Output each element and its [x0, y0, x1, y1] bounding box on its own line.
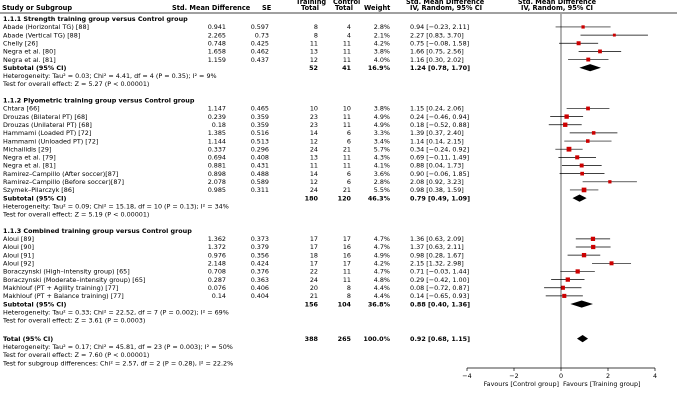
study-2-4-square	[576, 269, 580, 273]
study-2-6-square	[561, 286, 565, 290]
header-group1: Training	[296, 0, 327, 6]
subtotal-weight: 36.8%	[367, 300, 390, 309]
study-n2: 11	[342, 39, 351, 48]
subtotal-label: Subtotal (95% CI)	[3, 194, 67, 203]
study-2-1-square	[591, 245, 595, 249]
study-name: Hammami (Loaded PT) [72]	[3, 129, 92, 138]
study-smd: 1.159	[207, 55, 226, 64]
study-name: Chtara [66]	[3, 104, 40, 113]
total-diamond	[577, 335, 588, 342]
study-name: Aloui [92]	[3, 259, 35, 268]
study-ci: 0.75 [−0.08, 1.58]	[410, 39, 470, 48]
subtotal-label: Subtotal (95% CI)	[3, 300, 67, 309]
x-tick-label: 2	[605, 372, 611, 380]
study-smd: 1.658	[207, 47, 226, 56]
study-smd: 0.976	[207, 251, 226, 260]
header-ci-method: IV, Random, 95% CI	[410, 4, 483, 12]
study-n1: 13	[309, 153, 318, 162]
study-n2: 16	[342, 251, 351, 260]
study-ci: 2.08 [0.92, 3.23]	[410, 178, 464, 186]
study-0-1-square	[613, 34, 616, 37]
study-ci: 0.18 [−0.52, 0.88]	[410, 120, 470, 129]
study-1-5-square	[567, 147, 572, 152]
header-total2: Total	[335, 4, 354, 12]
study-smd: 1.147	[207, 104, 226, 113]
study-smd: 0.708	[207, 267, 226, 276]
study-weight: 4.7%	[373, 243, 390, 252]
study-se: 0.589	[250, 178, 269, 186]
study-weight: 5.5%	[373, 186, 390, 195]
study-n2: 10	[342, 104, 351, 113]
header-plot-title: Std. Mean Difference	[517, 0, 597, 6]
study-smd: 0.18	[211, 120, 226, 129]
study-name: Negra et al. [81]	[3, 161, 56, 170]
subtotal-ci: 0.88 [0.40, 1.36]	[410, 300, 471, 309]
study-n1: 24	[309, 275, 318, 284]
subgroup-overall-test: Test for overall effect: Z = 3.61 (P = 0.0003)	[3, 316, 146, 325]
study-se: 0.462	[250, 47, 269, 56]
study-1-9-square	[608, 180, 611, 183]
study-se: 0.73	[254, 31, 269, 40]
study-ci: 1.39 [0.37, 2.40]	[410, 129, 464, 138]
study-se: 0.425	[250, 39, 269, 48]
total-n2: 265	[337, 334, 351, 343]
x-tick-label: 0	[558, 372, 564, 380]
subtotal-n2: 41	[342, 63, 351, 72]
study-name: Michailidis [29]	[3, 145, 52, 154]
study-ci: 0.88 [0.04, 1.73]	[410, 161, 464, 170]
study-se: 0.408	[250, 153, 269, 162]
study-ci: 1.15 [0.24, 2.06]	[410, 104, 464, 113]
study-n1: 21	[309, 292, 318, 301]
study-weight: 4.3%	[373, 153, 390, 162]
subtotal-diamond-0	[579, 64, 601, 71]
subtotal-n2: 120	[337, 194, 351, 203]
study-weight: 4.9%	[373, 120, 390, 129]
study-n1: 24	[309, 145, 318, 154]
study-weight: 2.8%	[373, 23, 390, 32]
total-overall-test: Test for overall effect: Z = 7.60 (P < 0.00001)	[3, 351, 150, 360]
study-n2: 11	[342, 55, 351, 64]
study-se: 0.373	[250, 235, 269, 244]
study-weight: 2.8%	[373, 178, 390, 186]
study-weight: 4.9%	[373, 251, 390, 260]
subtotal-diamond-2	[570, 300, 593, 307]
study-1-10-square	[582, 188, 587, 193]
study-se: 0.516	[250, 129, 269, 138]
header-smd: Std. Mean Difference	[172, 4, 251, 12]
study-name: Negra et al. [80]	[3, 47, 56, 56]
study-name: Abade (Vertical TG) [88]	[3, 31, 81, 40]
study-weight: 5.7%	[373, 145, 390, 154]
study-n1: 10	[309, 104, 318, 113]
study-2-2-square	[582, 253, 586, 257]
study-ci: 1.16 [0.30, 2.02]	[410, 55, 464, 64]
study-smd: 0.898	[207, 169, 226, 178]
x-tick-label: −4	[462, 372, 472, 380]
subtotal-weight: 16.9%	[367, 63, 390, 72]
total-weight: 100.0%	[363, 334, 390, 343]
study-weight: 4.4%	[373, 292, 390, 301]
study-0-0-square	[581, 25, 584, 28]
study-weight: 4.8%	[373, 275, 390, 284]
study-n2: 8	[346, 292, 351, 301]
study-name: Hammami (Unloaded PT) [72]	[3, 137, 99, 146]
study-smd: 1.372	[207, 243, 226, 252]
study-weight: 4.7%	[373, 267, 390, 276]
study-smd: 0.694	[207, 153, 226, 162]
study-smd: 1.144	[207, 137, 226, 146]
subgroup-title: 1.1.1 Strength training group versus Control group	[3, 15, 188, 23]
study-n1: 23	[309, 112, 318, 121]
study-n2: 21	[342, 145, 351, 154]
study-ci: 0.98 [0.28, 1.67]	[410, 251, 464, 260]
study-name: Makhlouf (PT + Agility training) [77]	[3, 283, 119, 292]
study-smd: 0.337	[207, 145, 226, 154]
study-weight: 4.9%	[373, 112, 390, 121]
subgroup-heterogeneity: Heterogeneity: Tau² = 0.09; Chi² = 15.18, df = 10 (P = 0.13); I² = 34%	[3, 202, 229, 211]
study-n2: 17	[342, 259, 351, 268]
study-ci: 0.24 [−0.46, 0.94]	[410, 112, 470, 121]
study-2-3-square	[610, 261, 614, 265]
study-name: Boraczynski (Moderate–intensity group) [65]	[3, 275, 146, 284]
rows	[2, 15, 470, 367]
favours-left-label: Favours [Control group]	[483, 380, 559, 388]
total-heterogeneity: Heterogeneity: Tau² = 0.17; Chi² = 45.81, df = 23 (P = 0.003); I² = 50%	[3, 343, 233, 351]
study-ci: 0.71 [−0.03, 1.44]	[410, 267, 470, 276]
subtotal-label: Subtotal (95% CI)	[3, 63, 67, 72]
study-se: 0.311	[250, 186, 269, 195]
study-n2: 8	[346, 283, 351, 292]
subtotal-n1: 52	[309, 63, 318, 72]
total-n1: 388	[304, 334, 318, 343]
study-n1: 8	[313, 23, 318, 32]
study-n1: 14	[309, 129, 318, 138]
study-ci: 0.29 [−0.42, 1.00]	[410, 275, 470, 284]
study-weight: 4.7%	[373, 235, 390, 244]
favours-right-label: Favours [Training group]	[563, 380, 641, 388]
study-ci: 0.08 [−0.72, 0.87]	[410, 283, 470, 292]
study-se: 0.465	[250, 104, 269, 113]
study-n2: 4	[346, 23, 351, 32]
subgroup-heterogeneity: Heterogeneity: Tau² = 0.33; Chi² = 22.52, df = 7 (P = 0.002); I² = 69%	[3, 308, 229, 317]
total-label: Total (95% CI)	[3, 334, 54, 343]
study-weight: 3.8%	[373, 47, 390, 56]
study-2-0-square	[591, 237, 595, 241]
study-se: 0.363	[250, 275, 269, 284]
study-name: Szymek–Pilarczyk [86]	[3, 186, 75, 195]
study-name: Negra et al. [81]	[3, 55, 56, 64]
study-smd: 0.748	[207, 39, 226, 48]
study-smd: 0.287	[207, 275, 226, 284]
study-se: 0.376	[250, 267, 269, 276]
subtotal-n1: 156	[304, 300, 318, 309]
study-ci: 1.37 [0.63, 2.11]	[410, 243, 464, 252]
total-ci: 0.92 [0.68, 1.15]	[410, 334, 471, 343]
study-name: Boraczynski (High–intensity group) [65]	[3, 267, 130, 276]
subgroup-overall-test: Test for overall effect: Z = 5.27 (P < 0.00001)	[3, 80, 150, 89]
study-n1: 8	[313, 31, 318, 40]
study-1-6-square	[575, 155, 579, 159]
study-ci: 1.36 [0.63, 2.09]	[410, 235, 464, 244]
study-0-3-square	[598, 50, 602, 54]
study-name: Chelly [26]	[3, 39, 38, 48]
study-n1: 13	[309, 47, 318, 56]
subtotal-ci: 0.79 [0.49, 1.09]	[410, 194, 471, 203]
study-n1: 23	[309, 120, 318, 129]
study-ci: 1.66 [0.75, 2.56]	[410, 47, 464, 56]
study-name: Aloui [89]	[3, 235, 35, 244]
study-se: 0.359	[250, 112, 269, 121]
study-ci: 0.14 [−0.65, 0.93]	[410, 292, 470, 301]
study-name: Negra et al. [79]	[3, 153, 56, 162]
study-n1: 12	[309, 137, 318, 146]
study-1-2-square	[563, 123, 567, 127]
study-n2: 11	[342, 153, 351, 162]
study-name: Abade (Horizontal TG) [88]	[3, 23, 90, 32]
study-smd: 2.265	[207, 31, 226, 40]
study-name: Drouzas (Unilateral PT) [68]	[3, 120, 92, 129]
study-weight: 3.8%	[373, 104, 390, 113]
study-se: 0.296	[250, 145, 269, 154]
study-n2: 11	[342, 161, 351, 170]
study-1-0-square	[586, 107, 590, 111]
plot-area	[544, 14, 648, 368]
study-1-7-square	[580, 164, 584, 168]
study-n1: 11	[309, 39, 318, 48]
study-ci: 0.94 [−0.23, 2.11]	[410, 23, 470, 32]
study-0-4-square	[586, 58, 590, 62]
study-name: Aloui [90]	[3, 243, 35, 252]
study-se: 0.404	[250, 292, 269, 301]
study-1-3-square	[592, 131, 596, 135]
study-n2: 17	[342, 235, 351, 244]
subtotal-ci: 1.24 [0.78, 1.70]	[410, 63, 471, 72]
study-n2: 6	[346, 137, 351, 146]
study-name: Ramirez–Campillo (After soccer)[87]	[3, 169, 119, 178]
study-n2: 11	[342, 120, 351, 129]
study-weight: 4.2%	[373, 259, 390, 268]
x-tick-label: 4	[652, 372, 658, 380]
study-0-2-square	[577, 41, 581, 45]
study-2-5-square	[566, 277, 570, 281]
subtotal-n2: 104	[337, 300, 351, 309]
subgroup-title: 1.1.3 Combined training group versus Control group	[3, 226, 192, 235]
study-2-7-square	[562, 294, 566, 298]
study-weight: 4.2%	[373, 39, 390, 48]
study-se: 0.488	[250, 169, 269, 178]
study-n1: 17	[309, 259, 318, 268]
subtotal-n1: 180	[304, 194, 318, 203]
header-ci-title: Std. Mean Difference	[406, 0, 485, 6]
study-n1: 22	[309, 267, 318, 276]
study-smd: 1.362	[207, 235, 226, 244]
study-n1: 17	[309, 243, 318, 252]
study-n1: 24	[309, 186, 318, 195]
study-ci: 0.98 [0.38, 1.59]	[410, 186, 464, 195]
study-n2: 6	[346, 129, 351, 138]
header-plot-method: IV, Random, 95% CI	[520, 4, 594, 12]
study-se: 0.424	[250, 259, 269, 268]
study-weight: 3.4%	[373, 137, 390, 146]
study-1-8-square	[580, 172, 584, 176]
study-weight: 4.0%	[373, 55, 390, 64]
study-ci: 0.69 [−0.11, 1.49]	[410, 153, 470, 162]
study-se: 0.356	[250, 251, 269, 260]
study-smd: 2.148	[207, 259, 226, 268]
subtotal-diamond-1	[573, 195, 587, 202]
study-weight: 4.4%	[373, 283, 390, 292]
header-group2: Control	[333, 0, 361, 6]
study-name: Drouzas (Bilateral PT) [68]	[3, 112, 88, 121]
study-name: Makhlouf (PT + Balance training) [77]	[3, 292, 124, 301]
study-se: 0.513	[250, 137, 269, 146]
header	[2, 0, 597, 12]
study-n1: 18	[309, 251, 318, 260]
study-smd: 0.076	[207, 283, 226, 292]
study-se: 0.431	[250, 161, 269, 170]
study-smd: 0.985	[207, 186, 226, 195]
study-se: 0.406	[250, 283, 269, 292]
x-axis	[462, 368, 657, 388]
study-n1: 17	[309, 235, 318, 244]
study-ci: 2.15 [1.32, 2.98]	[410, 259, 464, 268]
study-smd: 0.881	[207, 161, 226, 170]
study-n2: 11	[342, 47, 351, 56]
study-smd: 1.385	[207, 129, 226, 138]
study-n1: 12	[309, 178, 318, 186]
study-se: 0.597	[250, 23, 269, 32]
study-se: 0.359	[250, 120, 269, 129]
study-n2: 16	[342, 243, 351, 252]
header-weight: Weight	[364, 4, 391, 12]
study-n2: 11	[342, 112, 351, 121]
study-ci: 0.34 [−0.24, 0.92]	[410, 145, 470, 154]
study-ci: 1.14 [0.14, 2.15]	[410, 137, 464, 146]
study-n1: 12	[309, 55, 318, 64]
study-weight: 3.3%	[373, 129, 390, 138]
study-n1: 11	[309, 161, 318, 170]
study-n2: 11	[342, 275, 351, 284]
study-se: 0.379	[250, 243, 269, 252]
header-study: Study or Subgroup	[2, 4, 73, 12]
subtotal-weight: 46.3%	[367, 194, 390, 203]
header-total1: Total	[301, 4, 320, 12]
study-n2: 21	[342, 186, 351, 195]
study-smd: 0.941	[207, 23, 226, 32]
x-tick-label: −2	[509, 372, 519, 380]
study-n2: 4	[346, 31, 351, 40]
study-n1: 20	[309, 283, 318, 292]
study-n1: 14	[309, 169, 318, 178]
study-n2: 6	[346, 178, 351, 186]
study-ci: 0.90 [−0.06, 1.85]	[410, 169, 470, 178]
study-weight: 4.1%	[373, 161, 390, 170]
study-1-4-square	[586, 139, 590, 143]
study-name: Ramirez–Campillo (Before soccer)[87]	[3, 178, 124, 186]
study-1-1-square	[564, 114, 568, 118]
study-n2: 11	[342, 267, 351, 276]
subgroup-heterogeneity: Heterogeneity: Tau² = 0.03; Chi² = 4.41, df = 4 (P = 0.35); I² = 9%	[3, 72, 217, 81]
study-smd: 2.078	[207, 178, 226, 186]
study-smd: 0.239	[207, 112, 226, 121]
study-ci: 2.27 [0.83, 3.70]	[410, 31, 464, 40]
subgroup-title: 1.1.2 Plyometric training group versus Control group	[3, 96, 195, 105]
study-weight: 2.1%	[373, 31, 390, 40]
subgroup-differences-test: Test for subgroup differences: Chi² = 2.57, df = 2 (P = 0.28), I² = 22.2%	[3, 359, 234, 368]
study-se: 0.437	[250, 55, 269, 64]
header-se: SE	[262, 4, 272, 12]
subgroup-overall-test: Test for overall effect: Z = 5.19 (P < 0.00001)	[3, 210, 150, 219]
study-name: Aloui [91]	[3, 251, 35, 260]
study-smd: 0.14	[211, 292, 226, 301]
study-n2: 6	[346, 169, 351, 178]
study-weight: 3.6%	[373, 169, 390, 178]
